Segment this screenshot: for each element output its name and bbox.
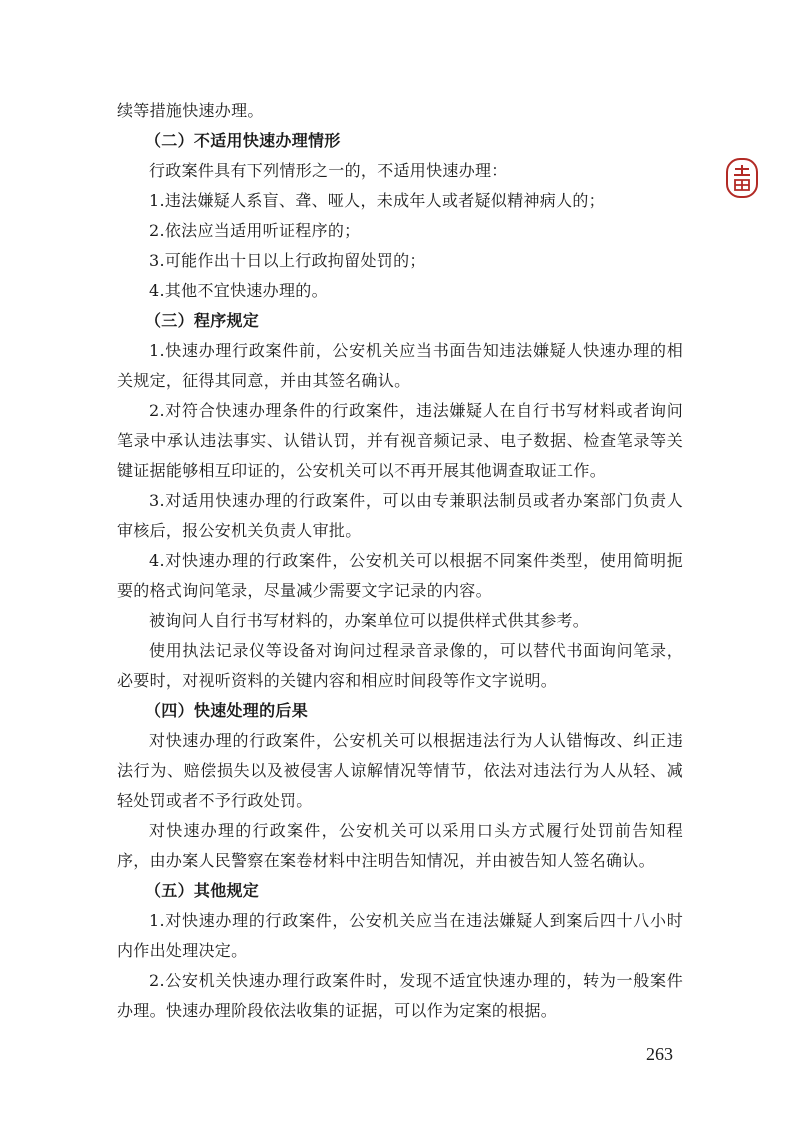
body-paragraph: 2.公安机关快速办理行政案件时，发现不适宜快速办理的，转为一般案件办理。快速办理阶段依法收集的证据，可以作为定案的根据。	[117, 971, 683, 1020]
body-paragraph: 4.其他不宜快速办理的。	[149, 281, 328, 300]
body-paragraph: 2.对符合快速办理条件的行政案件，违法嫌疑人在自行书写材料或者询问笔录中承认违法事实、认错认罚，并有视音频记录、电子数据、检查笔录等关键证据能够相互印证的，公安机关可以不再开展其他调查取证工作。	[117, 401, 683, 480]
body-paragraph: 1.对快速办理的行政案件，公安机关应当在违法嫌疑人到案后四十八小时内作出处理决定。	[117, 911, 683, 960]
body-paragraph: 续等措施快速办理。	[117, 101, 264, 120]
body-paragraph: 使用执法记录仪等设备对询问过程录音录像的，可以替代书面询问笔录，必要时，对视听资料的关键内容和相应时间段等作文字说明。	[117, 641, 683, 690]
section-heading: （二）不适用快速办理情形	[145, 131, 341, 150]
body-paragraph: 对快速办理的行政案件，公安机关可以根据违法行为人认错悔改、纠正违法行为、赔偿损失以及被侵害人谅解情况等情节，依法对违法行为人从轻、减轻处罚或者不予行政处罚。	[117, 731, 683, 810]
page-number: 263	[646, 1044, 673, 1064]
section-heading: （三）程序规定	[145, 311, 260, 330]
body-paragraph: 2.依法应当适用听证程序的；	[149, 221, 361, 240]
document-body	[117, 96, 683, 1026]
section-heading: （四）快速处理的后果	[145, 701, 309, 720]
seal-stamp-icon	[725, 157, 759, 199]
body-paragraph: 被询问人自行书写材料的，办案单位可以提供样式供其参考。	[149, 611, 590, 630]
body-paragraph: 对快速办理的行政案件，公安机关可以采用口头方式履行处罚前告知程序，由办案人民警察在案卷材料中注明告知情况，并由被告知人签名确认。	[117, 821, 683, 870]
body-paragraph: 1.快速办理行政案件前，公安机关应当书面告知违法嫌疑人快速办理的相关规定，征得其同意，并由其签名确认。	[117, 341, 683, 390]
body-paragraph: 3.对适用快速办理的行政案件，可以由专兼职法制员或者办案部门负责人审核后，报公安机关负责人审批。	[117, 491, 683, 540]
body-paragraph: 4.对快速办理的行政案件，公安机关可以根据不同案件类型，使用简明扼要的格式询问笔录，尽量减少需要文字记录的内容。	[117, 551, 683, 600]
body-paragraph: 1.违法嫌疑人系盲、聋、哑人，未成年人或者疑似精神病人的；	[149, 191, 605, 210]
section-heading: （五）其他规定	[145, 881, 260, 900]
body-paragraph: 3.可能作出十日以上行政拘留处罚的；	[149, 251, 426, 270]
body-paragraph: 行政案件具有下列情形之一的，不适用快速办理：	[149, 161, 508, 180]
